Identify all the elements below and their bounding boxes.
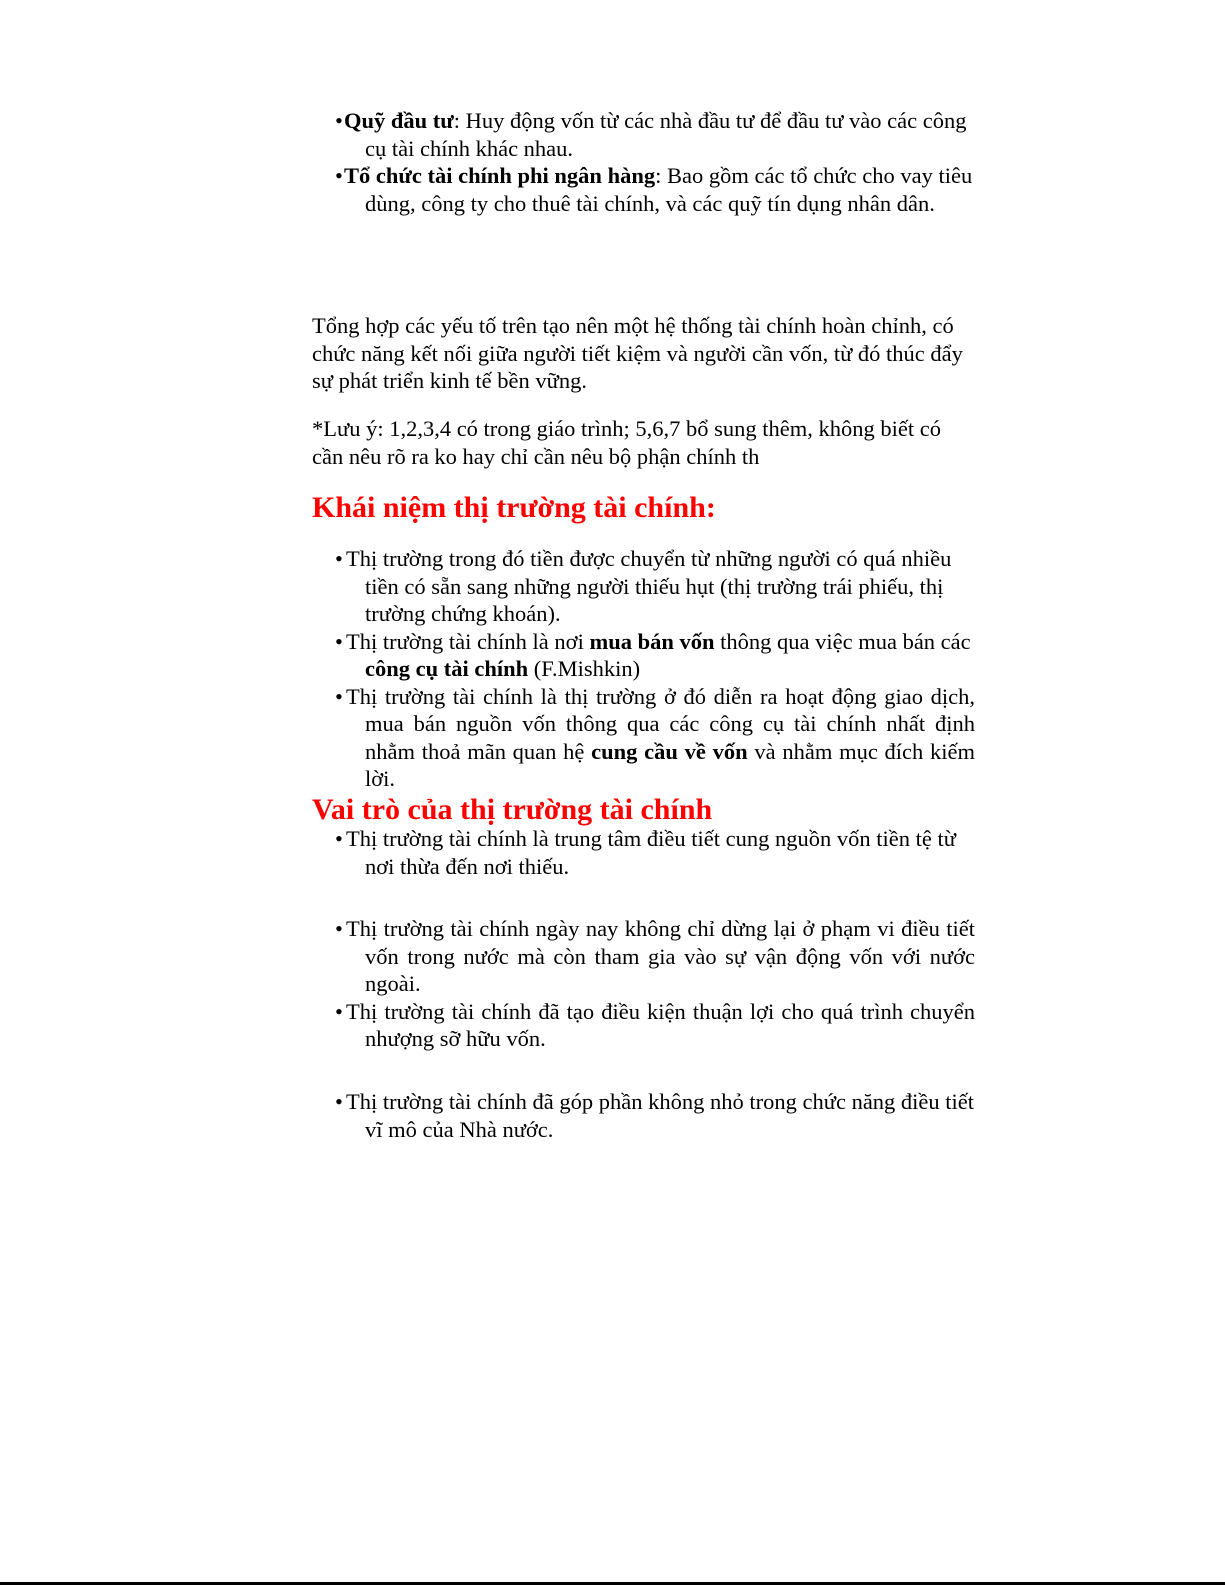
list-item — [335, 1088, 975, 1143]
institution-list — [335, 107, 975, 217]
item-text: (F.Mishkin) — [528, 656, 641, 681]
item-text: Thị trường tài chính đã góp phần không nhỏ trong chức năng điều tiết vĩ mô của Nhà nước. — [346, 1089, 975, 1142]
bullet-icon: • — [335, 1089, 343, 1114]
list-item — [335, 545, 975, 628]
role-list-2 — [335, 915, 975, 1053]
bullet-icon: • — [335, 683, 343, 709]
list-item — [335, 998, 975, 1053]
item-text: Thị trường tài chính đã tạo điều kiện thuận lợi cho quá trình chuyển nhượng sỡ hữu vốn. — [346, 998, 975, 1051]
item-text: Thị trường trong đó tiền được chuyển từ những người có quá nhiều tiền có sẵn sang những người thiếu hụt (thị trường trái phiếu, thị trường chứng khoán). — [346, 546, 952, 626]
bullet-icon: • — [335, 628, 343, 654]
concept-heading: Khái niệm thị trường tài chính: — [312, 491, 716, 524]
bullet-icon: • — [335, 916, 343, 941]
note-paragraph: *Lưu ý: 1,2,3,4 có trong giáo trình; 5,6,7 bổ sung thêm, không biết có cần nêu rõ ra ko hay chỉ cần nêu bộ phận chính th — [312, 416, 942, 469]
item-term: Tổ chức tài chính phi ngân hàng — [344, 163, 656, 188]
item-text: thông qua việc mua bán các — [714, 628, 971, 654]
list-item — [335, 628, 975, 683]
item-emphasis: công cụ tài chính — [365, 656, 529, 681]
item-text: Thị trường tài chính là trung tâm điều tiết cung nguồn vốn tiền tệ từ nơi thừa đến nơi thiếu. — [346, 826, 956, 879]
concept-list — [335, 545, 975, 793]
role-list-1 — [335, 825, 975, 880]
item-text: : Huy động vốn từ các nhà đầu tư để đầu tư vào các công cụ tài chính khác nhau. — [365, 108, 967, 161]
item-term: Quỹ đầu tư — [344, 108, 454, 133]
item-text: và nhằm mục đích kiếm lời. — [365, 738, 976, 791]
summary-paragraph: Tổng hợp các yếu tố trên tạo nên một hệ thống tài chính hoàn chỉnh, có chức năng kết nối giữa người tiết kiệm và người cần vốn, từ đó thúc đẩy sự phát triển kinh tế bền vững. — [312, 313, 963, 393]
list-item — [335, 825, 975, 880]
item-emphasis: cung cầu về vốn — [591, 738, 748, 764]
item-text: Thị trường tài chính là nơi — [346, 628, 590, 654]
item-text: Thị trường tài chính ngày nay không chỉ dừng lại ở phạm vi điều tiết vốn trong nước mà còn tham gia vào sự vận động vốn với nước ngoài. — [346, 916, 975, 996]
list-item — [335, 162, 975, 217]
role-list-3 — [335, 1088, 975, 1143]
role-heading: Vai trò của thị trường tài chính — [312, 793, 713, 826]
item-emphasis: mua bán vốn — [589, 628, 715, 654]
bullet-icon: • — [335, 108, 343, 133]
list-item — [335, 915, 975, 998]
bullet-icon: • — [335, 163, 343, 188]
list-item — [335, 107, 975, 162]
bullet-icon: • — [335, 998, 343, 1024]
list-item — [335, 683, 975, 793]
item-text: Thị trường tài chính là thị trường ở đó diễn ra hoạt động giao dịch, mua bán nguồn vốn thông qua các công cụ tài chính nhất định nhằm thoả mãn quan hệ — [346, 683, 975, 764]
bullet-icon: • — [335, 826, 343, 851]
item-text: : Bao gồm các tổ chức cho vay tiêu dùng, công ty cho thuê tài chính, và các quỹ tín dụng nhân dân. — [365, 163, 973, 216]
bullet-icon: • — [335, 546, 343, 571]
